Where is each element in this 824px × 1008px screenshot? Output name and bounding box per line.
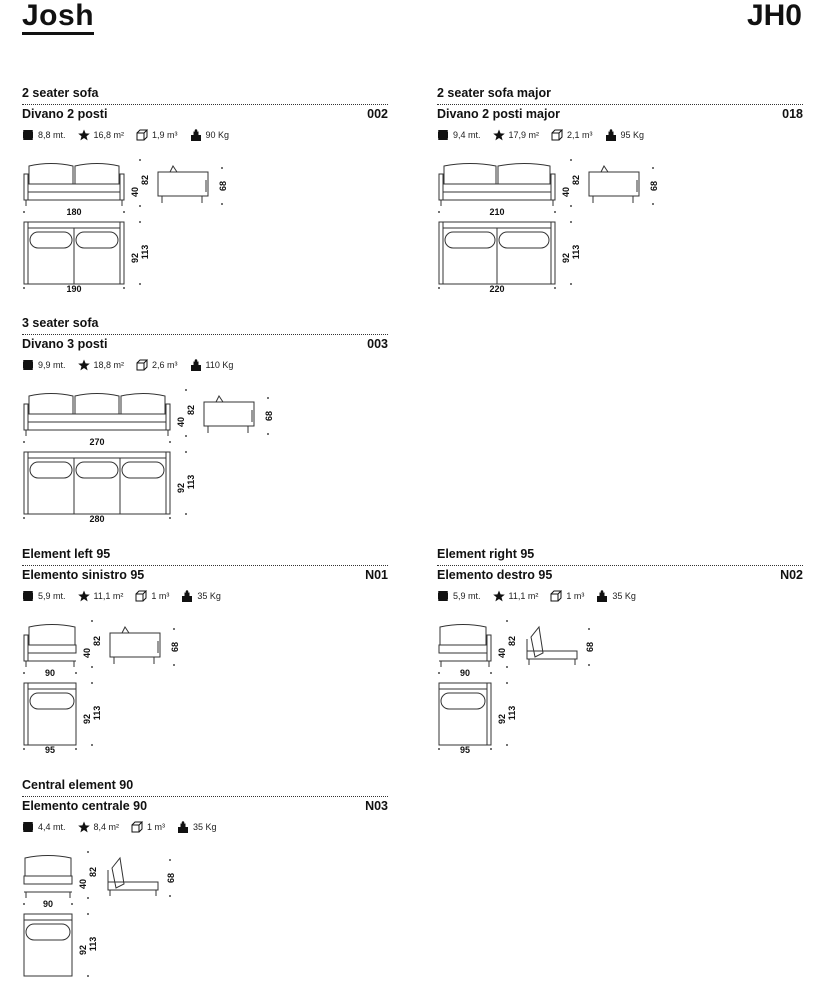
product-N02 xyxy=(437,547,803,777)
dotted-divider xyxy=(437,565,803,566)
product-code: N03 xyxy=(365,799,388,813)
side-height-label: 68 xyxy=(649,180,659,192)
width-label: 90 xyxy=(459,668,471,678)
technical-drawing xyxy=(22,840,388,1000)
fabric-icon xyxy=(22,590,34,602)
side-height-label: 68 xyxy=(585,641,595,653)
seat-depth-label: 92 xyxy=(561,252,571,264)
product-title-en: 2 seater sofa xyxy=(22,86,99,100)
spec-item xyxy=(78,590,124,602)
spec-value: 110 Kg xyxy=(205,360,234,370)
seat-height-label: 40 xyxy=(130,186,140,198)
total-depth-label: 113 xyxy=(92,705,102,721)
dotted-divider xyxy=(22,565,388,566)
width-label: 90 xyxy=(44,668,56,678)
seat-height-label: 40 xyxy=(561,186,571,198)
spec-item xyxy=(177,821,217,833)
spec-value: 8,4 m² xyxy=(93,822,120,832)
drawing-area xyxy=(437,148,803,313)
product-code: 002 xyxy=(367,107,388,121)
box-icon xyxy=(131,821,143,833)
box-icon xyxy=(550,590,562,602)
dotted-divider xyxy=(22,796,388,797)
product-title-it: Elemento sinistro 95 xyxy=(22,568,145,582)
technical-drawing xyxy=(22,148,388,308)
fabric-icon xyxy=(437,129,449,141)
star-icon xyxy=(78,590,90,602)
product-title-it: Elemento destro 95 xyxy=(437,568,553,582)
fabric-icon xyxy=(22,359,34,371)
spec-value: 8,8 mt. xyxy=(38,130,66,140)
product-N01 xyxy=(22,547,388,777)
total-height-label: 82 xyxy=(140,174,150,186)
spec-item xyxy=(437,129,481,141)
dotted-divider xyxy=(22,334,388,335)
spec-value: 4,4 mt. xyxy=(38,822,66,832)
spec-value: 1,9 m³ xyxy=(152,130,178,140)
spec-value: 9,4 mt. xyxy=(453,130,481,140)
width-label: 210 xyxy=(489,207,505,217)
spec-value: 11,1 m² xyxy=(508,591,539,601)
spec-item xyxy=(131,821,165,833)
star-icon xyxy=(78,359,90,371)
product-003 xyxy=(22,316,388,546)
fabric-icon xyxy=(437,590,449,602)
spec-item xyxy=(181,590,221,602)
product-title-it: Divano 2 posti xyxy=(22,107,108,121)
weight-icon xyxy=(596,590,608,602)
spec-row xyxy=(437,589,648,603)
seat-depth-label: 92 xyxy=(497,713,507,725)
spec-value: 11,1 m² xyxy=(93,591,124,601)
drawing-area xyxy=(22,609,388,774)
spec-row xyxy=(22,128,241,142)
product-title-en: Element right 95 xyxy=(437,547,535,561)
side-height-label: 68 xyxy=(264,410,274,422)
weight-icon xyxy=(605,129,617,141)
spec-row xyxy=(22,589,233,603)
side-height-label: 68 xyxy=(170,641,180,653)
product-title-en: Element left 95 xyxy=(22,547,111,561)
spec-value: 18,8 m² xyxy=(93,360,125,370)
spec-item xyxy=(190,129,230,141)
total-depth-label: 113 xyxy=(507,705,517,721)
product-title-en: 2 seater sofa major xyxy=(437,86,551,100)
depth-width-label: 95 xyxy=(459,745,471,755)
total-depth-label: 113 xyxy=(186,474,196,490)
box-icon xyxy=(136,129,148,141)
spec-item xyxy=(22,129,66,141)
product-title-en: 3 seater sofa xyxy=(22,316,99,330)
weight-icon xyxy=(190,129,202,141)
box-icon xyxy=(136,359,148,371)
drawing-area xyxy=(22,840,388,1005)
depth-width-label: 280 xyxy=(89,514,105,524)
weight-icon xyxy=(177,821,189,833)
spec-item xyxy=(550,590,584,602)
star-icon xyxy=(493,590,505,602)
spec-item xyxy=(78,359,125,371)
width-label: 90 xyxy=(42,899,54,909)
product-code: N01 xyxy=(365,568,388,582)
total-height-label: 82 xyxy=(571,174,581,186)
seat-depth-label: 92 xyxy=(78,944,88,956)
product-code: 018 xyxy=(782,107,803,121)
spec-item xyxy=(22,590,66,602)
spec-value: 5,9 mt. xyxy=(453,591,481,601)
spec-item xyxy=(493,129,540,141)
spec-item xyxy=(437,590,481,602)
drawing-area xyxy=(22,148,388,313)
product-title-en: Central element 90 xyxy=(22,778,134,792)
fabric-icon xyxy=(22,821,34,833)
side-height-label: 68 xyxy=(218,180,228,192)
spec-value: 16,8 m² xyxy=(93,130,125,140)
spec-value: 95 Kg xyxy=(620,130,645,140)
spec-item xyxy=(78,129,125,141)
side-height-label: 68 xyxy=(166,872,176,884)
spec-row xyxy=(22,820,229,834)
spec-item xyxy=(22,821,66,833)
spec-item xyxy=(596,590,636,602)
spec-value: 9,9 mt. xyxy=(38,360,66,370)
spec-item xyxy=(136,129,178,141)
drawing-area xyxy=(22,378,388,543)
seat-depth-label: 92 xyxy=(130,252,140,264)
spec-value: 35 Kg xyxy=(197,591,221,601)
seat-height-label: 40 xyxy=(497,647,507,659)
star-icon xyxy=(78,129,90,141)
weight-icon xyxy=(181,590,193,602)
spec-row xyxy=(22,358,245,372)
product-code: 003 xyxy=(367,337,388,351)
technical-drawing xyxy=(437,609,803,769)
technical-drawing xyxy=(437,148,803,308)
product-title-it: Divano 2 posti major xyxy=(437,107,560,121)
spec-value: 1 m³ xyxy=(151,591,170,601)
box-icon xyxy=(551,129,563,141)
collection-code: JH0 xyxy=(746,0,802,32)
spec-value: 1 m³ xyxy=(147,822,166,832)
spec-value: 2,1 m³ xyxy=(567,130,593,140)
spec-row xyxy=(437,128,656,142)
spec-value: 1 m³ xyxy=(566,591,585,601)
technical-drawing xyxy=(22,609,388,769)
spec-value: 2,6 m³ xyxy=(152,360,178,370)
spec-value: 35 Kg xyxy=(612,591,636,601)
seat-depth-label: 92 xyxy=(82,713,92,725)
product-title-it: Divano 3 posti xyxy=(22,337,108,351)
box-icon xyxy=(135,590,147,602)
star-icon xyxy=(78,821,90,833)
depth-width-label: 190 xyxy=(66,284,82,294)
product-N03 xyxy=(22,778,388,1008)
product-018 xyxy=(437,86,803,316)
depth-width-label: 95 xyxy=(44,745,56,755)
total-height-label: 82 xyxy=(186,404,196,416)
seat-depth-label: 92 xyxy=(176,482,186,494)
product-code: N02 xyxy=(780,568,803,582)
product-title-it: Elemento centrale 90 xyxy=(22,799,148,813)
spec-item xyxy=(78,821,120,833)
spec-item xyxy=(136,359,178,371)
spec-value: 35 Kg xyxy=(193,822,217,832)
spec-item xyxy=(135,590,169,602)
width-label: 180 xyxy=(66,207,82,217)
fabric-icon xyxy=(22,129,34,141)
total-depth-label: 113 xyxy=(571,244,581,260)
depth-width-label: 220 xyxy=(489,284,505,294)
seat-height-label: 40 xyxy=(176,416,186,428)
spec-value: 5,9 mt. xyxy=(38,591,66,601)
total-depth-label: 113 xyxy=(140,244,150,260)
drawing-area xyxy=(437,609,803,774)
technical-drawing xyxy=(22,378,388,538)
dotted-divider xyxy=(437,104,803,105)
spec-value: 90 Kg xyxy=(205,130,230,140)
total-depth-label: 113 xyxy=(88,936,98,952)
product-002 xyxy=(22,86,388,316)
dotted-divider xyxy=(22,104,388,105)
spec-value: 17,9 m² xyxy=(508,130,540,140)
spec-item xyxy=(22,359,66,371)
seat-height-label: 40 xyxy=(78,878,88,890)
seat-height-label: 40 xyxy=(82,647,92,659)
total-height-label: 82 xyxy=(92,635,102,647)
total-height-label: 82 xyxy=(88,866,98,878)
brand-logo: Josh xyxy=(22,0,94,35)
spec-item xyxy=(190,359,234,371)
weight-icon xyxy=(190,359,202,371)
width-label: 270 xyxy=(89,437,105,447)
spec-item xyxy=(551,129,593,141)
spec-item xyxy=(605,129,645,141)
total-height-label: 82 xyxy=(507,635,517,647)
spec-item xyxy=(493,590,539,602)
star-icon xyxy=(493,129,505,141)
